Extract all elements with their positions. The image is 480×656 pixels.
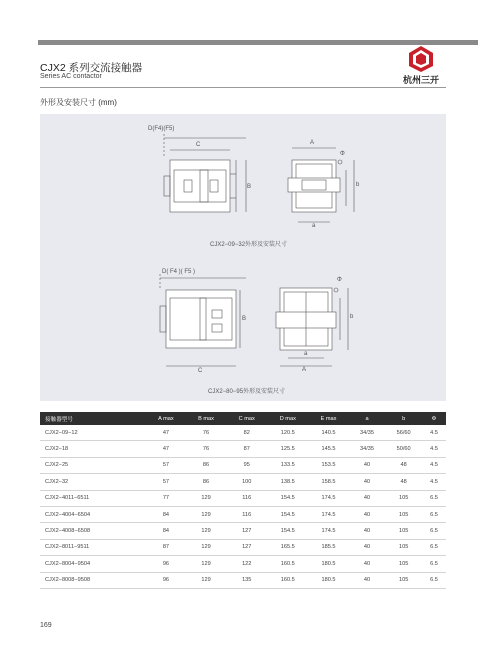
table-cell: CJX2−8011−9511 [40,539,146,555]
table-cell: 120.5 [267,425,308,441]
table-cell: 129 [186,490,226,506]
table-cell: 174.5 [308,506,348,522]
dim-label-b-2: B [242,316,247,322]
header-a: a [349,412,386,425]
table-cell: CJX2−4008−6508 [40,523,146,539]
bottom-front-view [276,288,348,366]
dim-label-a-small-2: a [304,351,308,357]
table-cell: 50/60 [385,441,422,457]
table-cell: 56/60 [385,425,422,441]
top-side-view [164,134,246,212]
table-row [40,441,446,457]
table-cell: 4.5 [422,457,446,473]
header-d-max: D max [267,412,308,425]
bottom-side-view [160,274,246,366]
table-cell: 174.5 [308,490,348,506]
table-cell: 129 [186,572,226,588]
table-cell: 4.5 [422,474,446,490]
header-c-max: C max [226,412,267,425]
table-cell: 165.5 [267,539,308,555]
table-cell: 6.5 [422,572,446,588]
dim-label-d: D(F4)(F5) [148,126,175,132]
caption-top: CJX2−09−32外形及安装尺寸 [210,242,288,248]
header-b: b [385,412,422,425]
table-cell: 158.5 [308,474,348,490]
header-e-max: E max [308,412,348,425]
caption-bottom: CJX2−80−95外形及安装尺寸 [208,389,286,395]
table-cell: 40 [349,474,386,490]
table-cell: 154.5 [267,506,308,522]
table-cell: 135 [226,572,267,588]
dim-label-phi-2: Φ [337,277,342,283]
dim-label-phi: Φ [340,151,345,157]
header-a-max: A max [146,412,186,425]
table-cell: CJX2−25 [40,457,146,473]
drawing-svg [40,114,446,401]
table-cell: 125.5 [267,441,308,457]
table-cell: 48 [385,457,422,473]
table-cell: 47 [146,441,186,457]
table-cell: 116 [226,506,267,522]
table-cell: 40 [349,457,386,473]
table-cell: CJX2−09−12 [40,425,146,441]
table-cell: 6.5 [422,556,446,572]
table-row [40,490,446,506]
table-cell: 76 [186,441,226,457]
table-cell: 154.5 [267,523,308,539]
table-cell: 100 [226,474,267,490]
table-cell: 34/35 [349,425,386,441]
table-cell: 4.5 [422,441,446,457]
table-cell: CJX2−8004−9504 [40,556,146,572]
table-header-row [40,412,446,425]
table-cell: 160.5 [267,556,308,572]
table-cell: 129 [186,523,226,539]
page-subtitle: Series AC contactor [40,73,102,80]
table-cell: CJX2−18 [40,441,146,457]
table-cell: 140.5 [308,425,348,441]
dim-label-a: A [310,140,315,146]
brand-logo [396,45,446,85]
table-cell: 96 [146,556,186,572]
table-cell: 153.5 [308,457,348,473]
table-cell: 105 [385,490,422,506]
table-cell: 86 [186,457,226,473]
table-cell: CJX2−4004−6504 [40,506,146,522]
table-cell: 95 [226,457,267,473]
table-cell: 105 [385,506,422,522]
table-row [40,556,446,572]
table-cell: 47 [146,425,186,441]
table-cell: 180.5 [308,556,348,572]
dim-label-a-2: A [302,367,307,373]
table-cell: CJX2−8008−9508 [40,572,146,588]
header-model: 接触器型号 [40,412,146,425]
table-cell: 129 [186,539,226,555]
table-row [40,523,446,539]
page-number: 169 [40,622,52,629]
spec-table [40,412,446,589]
dimension-drawings [40,114,446,401]
page-title: CJX2 系列交流接触器 [40,62,143,74]
table-cell: 6.5 [422,506,446,522]
table-cell: 57 [146,457,186,473]
table-cell: 96 [146,572,186,588]
top-front-view [288,148,354,222]
table-cell: 145.5 [308,441,348,457]
dim-label-d-2: D( F4 )( F5 ) [162,269,195,275]
table-cell: 48 [385,474,422,490]
table-cell: 40 [349,572,386,588]
table-row [40,572,446,588]
table-cell: 40 [349,506,386,522]
table-cell: 122 [226,556,267,572]
table-cell: 154.5 [267,490,308,506]
brand-text: 杭州三开 [402,75,439,85]
table-cell: 6.5 [422,539,446,555]
dim-label-a-small: a [312,223,316,229]
table-cell: 86 [186,474,226,490]
table-cell: 116 [226,490,267,506]
table-body [40,425,446,588]
dim-label-b: B [247,184,252,190]
table-cell: 34/35 [349,441,386,457]
table-cell: 105 [385,572,422,588]
divider [40,87,446,88]
table-cell: 76 [186,425,226,441]
logo-mark-icon [396,45,446,73]
table-cell: 84 [146,523,186,539]
table-row [40,474,446,490]
table-cell: 129 [186,506,226,522]
table-row [40,506,446,522]
table-cell: 129 [186,556,226,572]
table-cell: 57 [146,474,186,490]
table-cell: 133.5 [267,457,308,473]
table-cell: 160.5 [267,572,308,588]
table-cell: 40 [349,523,386,539]
dim-label-c: C [196,142,201,148]
table-cell: 105 [385,539,422,555]
table-cell: 185.5 [308,539,348,555]
header-phi: Φ [422,412,446,425]
table-cell: 6.5 [422,523,446,539]
table-cell: 105 [385,556,422,572]
table-cell: 6.5 [422,490,446,506]
table-row [40,539,446,555]
dim-label-c-2: C [198,368,203,374]
table-cell: 40 [349,556,386,572]
table-cell: 127 [226,523,267,539]
table-row [40,457,446,473]
table-cell: 40 [349,539,386,555]
table-cell: 87 [226,441,267,457]
table-cell: 40 [349,490,386,506]
table-cell: 77 [146,490,186,506]
header-b-max: B max [186,412,226,425]
table-row [40,425,446,441]
table-cell: 105 [385,523,422,539]
table-cell: 180.5 [308,572,348,588]
table-cell: 84 [146,506,186,522]
table-cell: CJX2−4011−6511 [40,490,146,506]
table-cell: 174.5 [308,523,348,539]
dim-label-b-small-2: b [350,314,354,320]
table-cell: 4.5 [422,425,446,441]
table-cell: 82 [226,425,267,441]
table-cell: 127 [226,539,267,555]
dim-label-b-small: b [356,182,360,188]
table-cell: 87 [146,539,186,555]
table-cell: CJX2−32 [40,474,146,490]
section-title: 外形及安装尺寸 (mm) [40,98,117,107]
table-cell: 138.5 [267,474,308,490]
